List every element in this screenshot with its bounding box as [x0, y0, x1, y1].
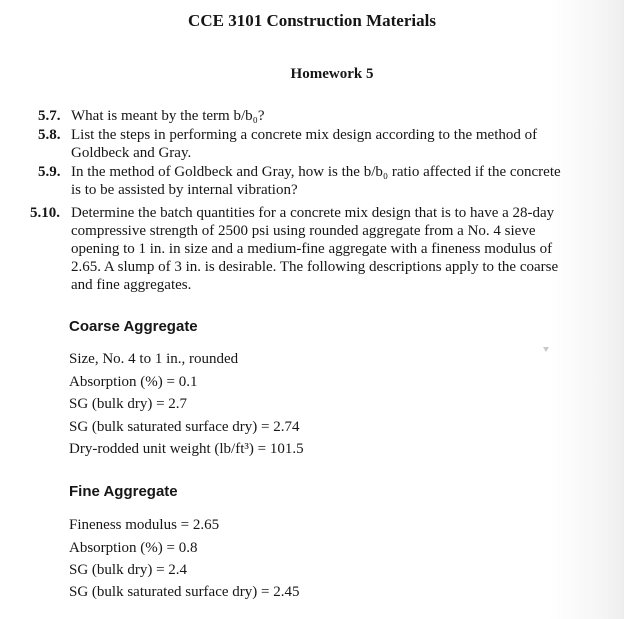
problem-text: In the method of Goldbeck and Gray, how is the b/b₀ ratio affected if the concrete is to be assisted by internal vibration? [71, 164, 561, 198]
problem-text: What is meant by the term b/b₀? [71, 108, 265, 124]
coarse-sg-bulk-dry: SG (bulk dry) = 2.7 [69, 396, 188, 412]
coarse-absorption: Absorption (%) = 0.1 [69, 374, 198, 390]
coarse-unit-weight: Dry-rodded unit weight (lb/ft³) = 101.5 [69, 441, 304, 457]
fine-absorption: Absorption (%) = 0.8 [69, 540, 198, 556]
fine-fineness-modulus: Fineness modulus = 2.65 [69, 517, 220, 533]
problem-number: 5.7. [38, 108, 61, 124]
coarse-size: Size, No. 4 to 1 in., rounded [69, 351, 239, 367]
scan-mark [543, 347, 549, 352]
problem-number: 5.8. [38, 127, 61, 143]
problem-text: Determine the batch quantities for a concrete mix design that is to have a 28-day compressive strength of 2500 psi using rounded aggregate from a No. 4 sieve opening to 1 in. in size and a medium-fine aggregate with a fineness modulus of 2.65. A slump of 3 in. is desirable. The following descriptions apply to the coarse and fine aggregates. [71, 205, 559, 293]
homework-title: Homework 5 [290, 66, 374, 82]
problem-number: 5.9. [38, 164, 61, 180]
problem-number: 5.10. [30, 205, 60, 221]
fine-aggregate-heading: Fine Aggregate [69, 483, 178, 500]
coarse-sg-ssd: SG (bulk saturated surface dry) = 2.74 [69, 419, 300, 435]
course-title: CCE 3101 Construction Materials [188, 11, 436, 30]
fine-sg-bulk-dry: SG (bulk dry) = 2.4 [69, 562, 188, 578]
fine-sg-ssd: SG (bulk saturated surface dry) = 2.45 [69, 584, 300, 600]
problem-text: List the steps in performing a concrete mix design according to the method of Goldbeck and Gray. [71, 127, 538, 161]
coarse-aggregate-heading: Coarse Aggregate [69, 318, 198, 335]
